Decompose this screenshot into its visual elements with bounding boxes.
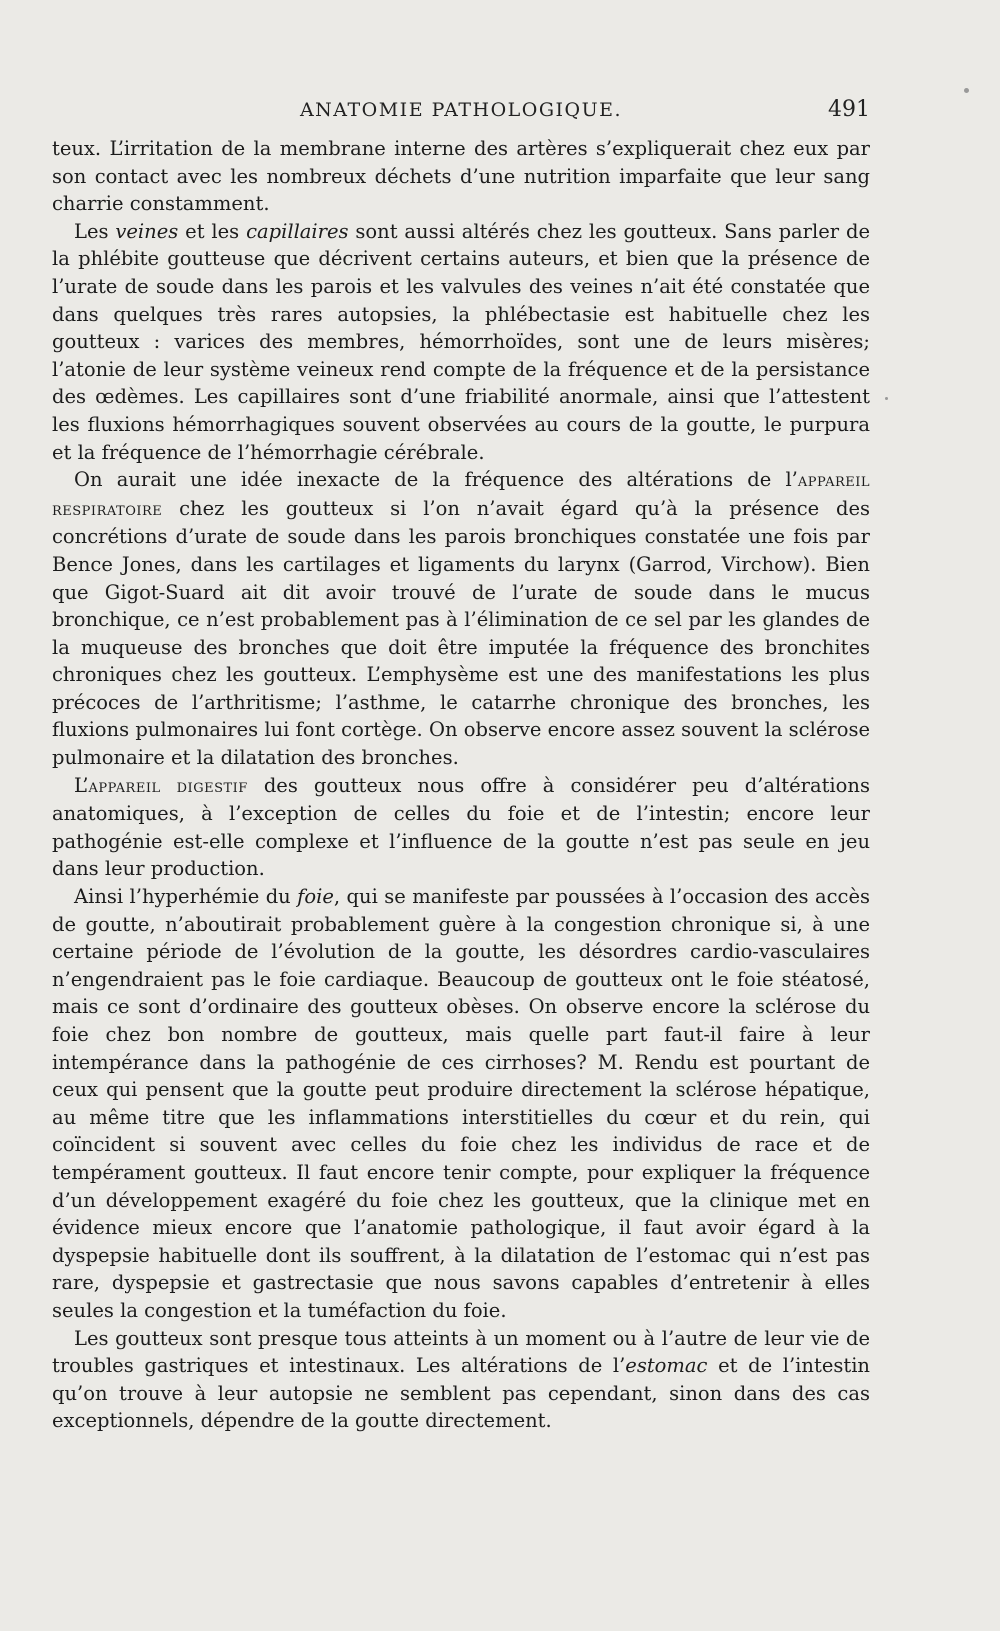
smallcaps-text: appareil respiratoire (52, 470, 870, 520)
paper-speck (885, 397, 888, 400)
text-run: chez les goutteux si l’on n’avait égard qu’à la présence des concrétions d’urate de soude dans les parois bronchiques constatée une fois par Bence Jones, dans les cartilages et ligaments du larynx (Garrod, Virchow). Bien que Gigot-Suard ait dit avoir trouvé de l’urate de soude dans le mucus bronchique, ce n’est probablement pas à l’élimination de ce sel par les glandes de la muqueuse des bronches que doit être imputée la fréquence des bronchites chroniques chez les goutteux. L’emphysème est une des manifestations les plus précoces de l’arthritisme; l’asthme, le catarrhe chronique des bronches, les fluxions pulmonaires lui font cortège. On observe encore assez souvent la sclérose pulmonaire et la dilatation des bronches. (52, 496, 870, 770)
page-header (52, 99, 870, 129)
text-run: Les goutteux sont presque tous atteints à un moment ou à l’autre de leur vie de troubles gastriques et intestinaux. Les altérations de l’ (52, 1326, 870, 1378)
page-number: 491 (828, 97, 870, 122)
paragraph (52, 218, 870, 466)
smallcaps-text: appareil digestif (88, 775, 248, 797)
text-run: sont aussi altérés chez les goutteux. Sans parler de la phlébite goutteuse que décrivent certains auteurs, et bien que la présence de l’urate de soude dans les parois et les valvules des veines n’ait été constatée que dans quelques très rares autopsies, la phlébectasie est habituelle chez les goutteux : varices des membres, hémorrhoïdes, sont une de leurs misères; l’atonie de leur système veineux rend compte de la fréquence et de la persistance des œdèmes. Les capillaires sont d’une friabilité anormale, ainsi que l’attestent les fluxions hémorrhagiques souvent observées au cours de la goutte, le purpura et la fréquence de l’hémorrhagie cérébrale. (52, 219, 870, 464)
text-run: et les (178, 219, 247, 243)
running-title: ANATOMIE PATHOLOGIQUE. (299, 99, 623, 121)
body-text (52, 135, 870, 1435)
paragraph (52, 1325, 870, 1435)
text-run: teux. L’irritation de la membrane interne des artères s’expliquerait chez eux par son contact avec les nombreux déchets d’une nutrition imparfaite que leur sang charrie constamment. (52, 137, 870, 216)
text-run: Ainsi l’hyperhémie du (74, 885, 298, 909)
paragraph (52, 883, 870, 1325)
paper-speck (964, 88, 969, 93)
text-run: , qui se manifeste par poussées à l’occasion des accès de goutte, n’aboutirait probablement guère à la congestion chronique si, à une certaine période de l’évolution de la goutte, les désordres cardio-vasculaires n’engendraient pas le foie cardiaque. Beaucoup de goutteux ont le foie stéatosé, mais ce sont d’ordinaire des goutteux obèses. On observe encore la sclérose du foie chez bon nombre de goutteux, mais quelle part faut-il faire à leur intempérance dans la pathogénie de ces cirrhoses? M. Rendu est pourtant de ceux qui pensent que la goutte peut produire directement la sclérose hépatique, au même titre que les inflammations interstitielles du cœur et du rein, qui coïncident si souvent avec celles du foie chez les individus de race et de tempérament goutteux. Il faut encore tenir compte, pour expliquer la fréquence d’un développement exagéré du foie chez les goutteux, que la clinique met en évidence mieux encore que l’anatomie pathologique, il faut avoir égard à la dyspepsie habituelle dont ils souffrent, à la dilatation de l’estomac qui n’est pas rare, dyspepsie et gastrectasie que nous savons capables d’entretenir à elles seules la congestion et la tuméfaction du foie. (52, 885, 870, 1322)
italic-text: veines (115, 219, 179, 243)
text-run: et de l’intestin qu’on trouve à leur autopsie ne semblent pas cependant, sinon dans des cas exceptionnels, dépendre de la goutte directement. (52, 1354, 870, 1433)
italic-text: foie (297, 885, 334, 909)
paragraph (52, 135, 870, 218)
text-run: On aurait une idée inexacte de la fréquence des altérations de l’ (74, 468, 798, 492)
text-run: L’ (74, 773, 89, 797)
paragraph (52, 466, 870, 772)
text-run: des goutteux nous offre à considérer peu d’altérations anatomiques, à l’exception de celles du foie et de l’intestin; encore leur pathogénie est-elle complexe et l’influence de la goutte n’est pas seule en jeu dans leur production. (52, 773, 870, 881)
italic-text: capillaires (246, 219, 349, 243)
italic-text: estomac (625, 1354, 708, 1378)
paragraph (52, 772, 870, 883)
text-run: Les (74, 219, 116, 243)
